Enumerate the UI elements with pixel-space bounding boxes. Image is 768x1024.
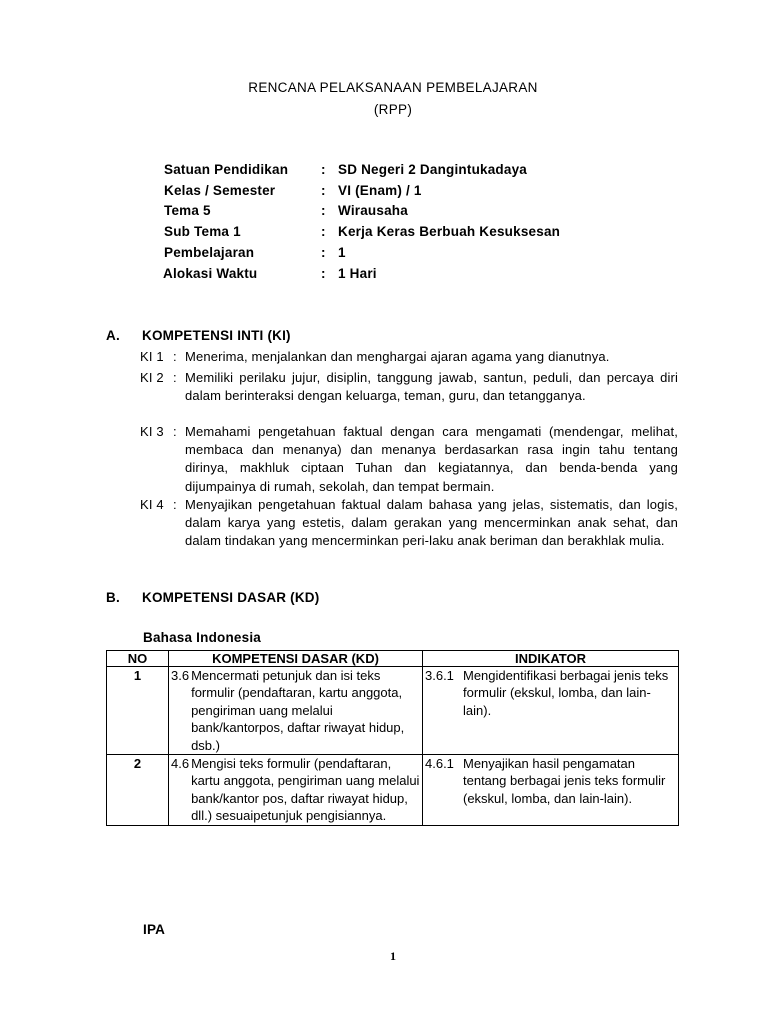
ki-label: KI 1	[140, 349, 164, 364]
identity-separator: :	[321, 162, 326, 177]
kd-cell	[169, 667, 423, 755]
column-header: KOMPETENSI DASAR (KD)	[169, 651, 423, 667]
section-number: B.	[106, 590, 120, 605]
row-number: 1	[107, 667, 169, 755]
identity-label: Sub Tema 1	[164, 224, 241, 239]
subject-heading: IPA	[143, 922, 166, 937]
subject-heading: Bahasa Indonesia	[143, 630, 261, 645]
ki-item	[140, 369, 678, 405]
identity-value: 1 Hari	[338, 266, 377, 281]
ki-label: KI 4	[140, 497, 164, 512]
identity-separator: :	[321, 245, 326, 260]
column-header: NO	[107, 651, 169, 667]
ki-separator: :	[173, 370, 177, 385]
identity-separator: :	[321, 266, 326, 281]
document-subtitle: (RPP)	[373, 102, 413, 117]
column-header: INDIKATOR	[423, 651, 679, 667]
ki-label: KI 3	[140, 424, 164, 439]
identity-separator: :	[321, 183, 326, 198]
section-title: KOMPETENSI INTI (KI)	[142, 328, 291, 343]
ki-label: KI 2	[140, 370, 164, 385]
identity-separator: :	[321, 224, 326, 239]
identity-value: Wirausaha	[338, 203, 408, 218]
ki-separator: :	[173, 349, 177, 364]
ki-text: Memiliki perilaku jujur, disiplin, tanggung jawab, santun, peduli, dan percaya diri dalam berinteraksi dengan keluarga, teman, guru, dan tetangganya.	[185, 370, 678, 404]
indicator-cell	[423, 667, 679, 755]
section-number: A.	[106, 328, 120, 343]
ki-text: Menyajikan pengetahuan faktual dalam bahasa yang jelas, sistematis, dan logis, dalam karya yang estetis, dalam gerakan yang mencerminkan anak sehat, dan dalam tindakan yang mencerminkan peri-laku anak beriman dan berakhlak mulia.	[185, 497, 678, 549]
table-row	[107, 755, 679, 826]
ki-item	[140, 423, 678, 496]
section-title: KOMPETENSI DASAR (KD)	[142, 590, 320, 605]
identity-value: SD Negeri 2 Dangintukadaya	[338, 162, 528, 177]
kd-text: Mencermati petunjuk dan isi teks formulir (pendaftaran, kartu anggota, pengiriman uang melalui bank/kantorpos, daftar riwayat hidup, dsb.)	[191, 668, 405, 753]
identity-label: Tema 5	[164, 203, 211, 218]
indicator-cell	[423, 755, 679, 826]
ki-separator: :	[173, 424, 177, 439]
identity-value: VI (Enam) / 1	[338, 183, 422, 198]
identity-value: 1	[338, 245, 346, 260]
table-row	[107, 667, 679, 755]
kd-table	[106, 650, 679, 826]
indicator-text: Mengidentifikasi berbagai jenis teks formulir (ekskul, lomba, dan lain-lain).	[463, 668, 669, 718]
kd-text: Mengisi teks formulir (pendaftaran, kartu anggota, pengiriman uang melalui bank/kantor pos, daftar riwayat hidup, dll.) sesuaipetunjuk pengisiannya.	[191, 756, 420, 824]
document-title: RENCANA PELAKSANAAN PEMBELAJARAN	[248, 80, 538, 95]
ki-text: Memahami pengetahuan faktual dengan cara mengamati (mendengar, melihat, membaca dan menanya) dan menanya berdasarkan rasa ingin tahu tentang dirinya, makhluk ciptaan Tuhan dan kegiatannya, dan benda-benda yang dijumpainya di rumah, sekolah, dan tempat bermain.	[185, 424, 678, 494]
identity-separator: :	[321, 203, 326, 218]
identity-value: Kerja Keras Berbuah Kesuksesan	[338, 224, 561, 239]
ki-separator: :	[173, 497, 177, 512]
kd-code: 3.6	[171, 668, 190, 683]
identity-label: Satuan Pendidikan	[164, 162, 289, 177]
row-number: 2	[107, 755, 169, 826]
ki-item	[140, 496, 678, 551]
ki-item	[140, 348, 678, 366]
page-number: 1	[390, 949, 396, 963]
table-header-row	[107, 651, 679, 667]
identity-label: Alokasi Waktu	[163, 266, 258, 281]
indicator-code: 4.6.1	[425, 756, 454, 772]
kd-cell	[169, 755, 423, 826]
ki-text: Menerima, menjalankan dan menghargai ajaran agama yang dianutnya.	[185, 349, 610, 364]
indicator-text: Menyajikan hasil pengamatan tentang berbagai jenis teks formulir (ekskul, lomba, dan lain-lain).	[463, 756, 666, 806]
identity-label: Pembelajaran	[164, 245, 255, 260]
identity-label: Kelas / Semester	[164, 183, 276, 198]
indicator-code: 3.6.1	[425, 668, 454, 683]
kd-code: 4.6	[171, 756, 190, 772]
